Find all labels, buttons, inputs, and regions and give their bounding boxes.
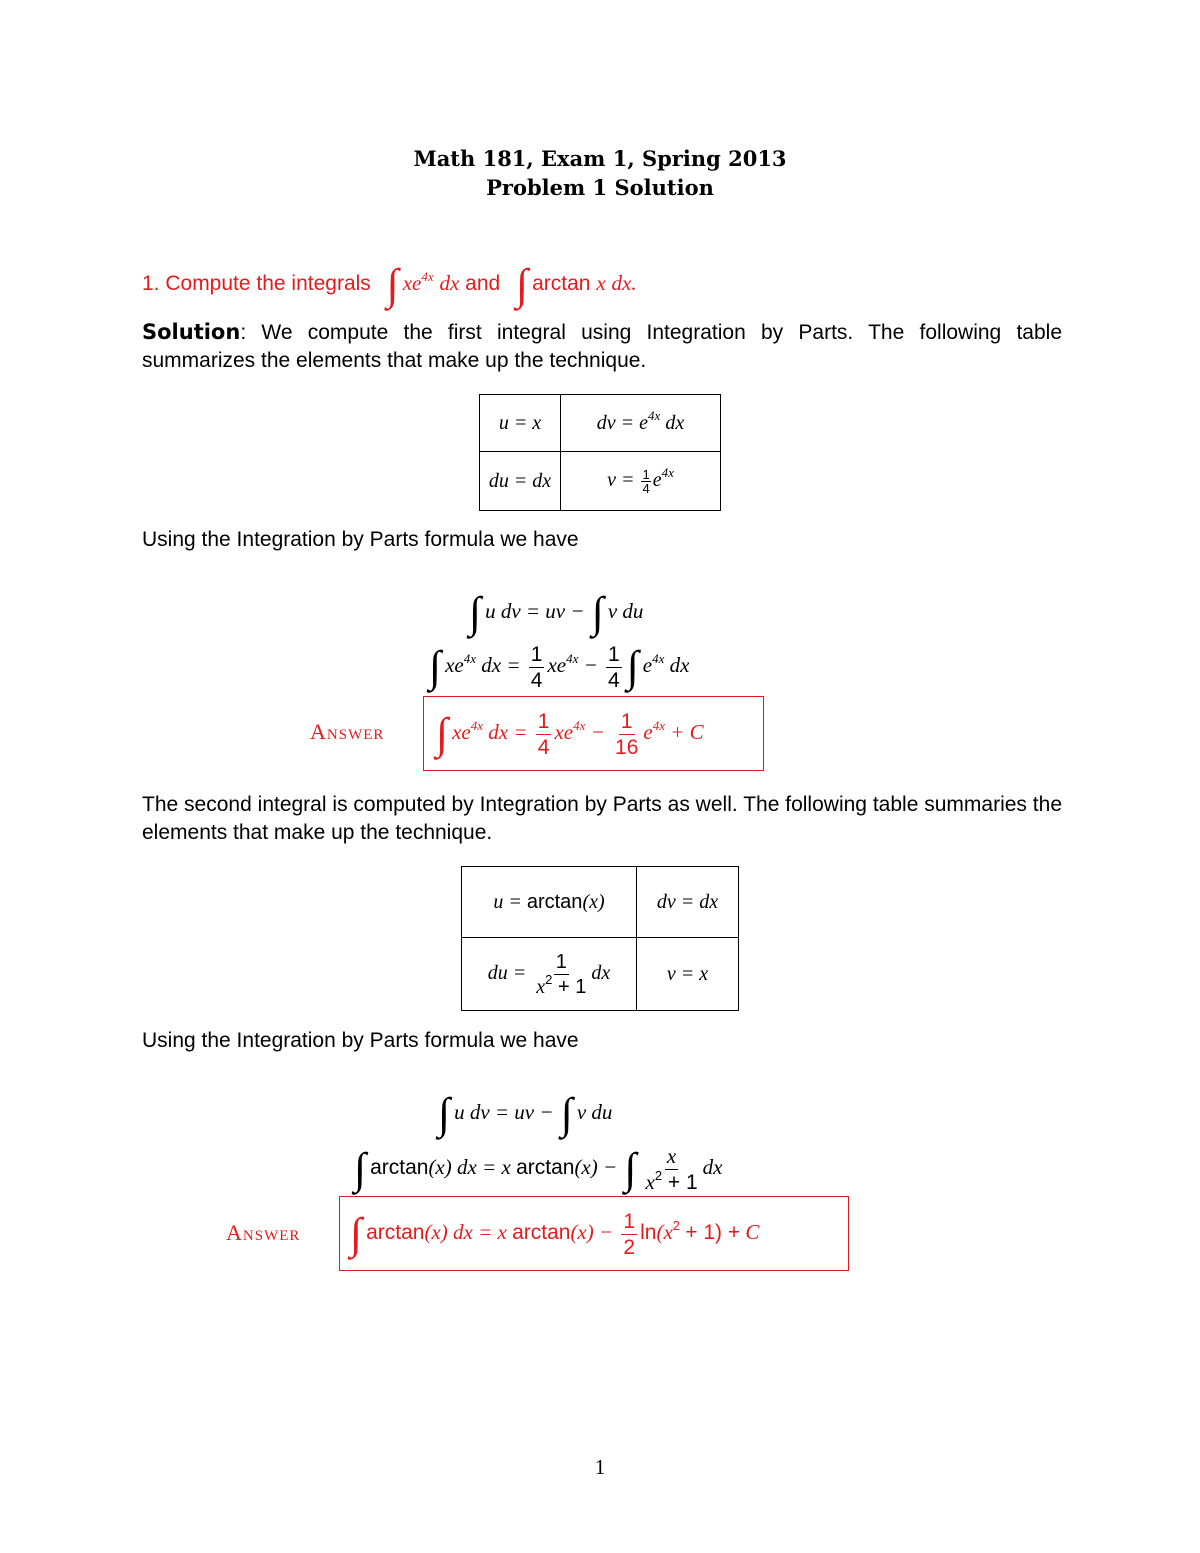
table2-v: v = x [637, 938, 739, 1011]
parts-step-1: ∫ $xe^{4x}$ dx = $\frac{1}{4}$ $xe^{4x}$ − $\frac{1}{4}$ ∫ $e^{4x}$ dx [429, 642, 690, 692]
table2-du: du = $\frac{1}{x^2 + 1}$ dx [462, 938, 637, 1011]
table1-du: du = dx [480, 452, 561, 511]
solution-paragraph-2: The second integral is computed by Integration by Parts as well. The following table summaries the elements that make up the technique. [142, 793, 1062, 844]
table1-u: u = x [480, 395, 561, 452]
table2-u: u = arctan(x) [462, 867, 637, 938]
answer-label-1: Answer [310, 719, 385, 744]
problem-integral-2: arctan [532, 272, 591, 295]
solution-paragraph: Solution: We compute the first integral using Integration by Parts. The following table summarizes the elements that make up the technique. [142, 320, 1062, 372]
answer-box-1 [423, 696, 764, 771]
answer-1: ∫ $xe^{4x}$ dx = $\frac{1}{4}$ $xe^{4x}$ − $\frac{1}{16}$ $e^{4x} + C$ [436, 709, 704, 759]
table1-dv: dv = $e^{4x}$ dx [561, 395, 721, 452]
problem-integral-1: xe [402, 271, 422, 295]
answer-box-2 [339, 1196, 849, 1271]
solution-label: Solution [142, 320, 241, 344]
formula-intro-2: Using the Integration by Parts formula we have [142, 1029, 579, 1052]
problem-and: and [465, 272, 501, 295]
problem-lead: 1. Compute the integrals [142, 272, 371, 295]
page-number: 1 [594, 1455, 606, 1479]
answer-2: ∫ arctan(x) dx = x arctan(x) − $\frac{1}{2}$ $\ln(x^2 + 1) + C$ [350, 1209, 760, 1259]
parts-table-1 [479, 394, 721, 511]
table2-dv: dv = dx [637, 867, 739, 938]
parts-formula-2: ∫ u dv = uv − ∫ v du [438, 1089, 613, 1138]
header-title: Math 181, Exam 1, Spring 2013 [413, 146, 787, 171]
formula-intro-1: Using the Integration by Parts formula we have [142, 528, 579, 551]
parts-step-2: ∫ arctan(x) dx = x arctan(x) − ∫ $\frac{x}{x^2 + 1}$ dx [354, 1143, 723, 1194]
parts-table-2 [461, 866, 739, 1011]
table1-v: v = $\frac{1}{4}$ $e^{4x}$ [561, 452, 721, 511]
answer-label-2: Answer [226, 1220, 301, 1245]
problem-statement: 1. Compute the integrals ∫ $xe^{4x}$ dx and ∫ arctan x dx. [142, 260, 637, 309]
parts-formula-1: ∫ u dv = uv − ∫ v du [469, 588, 644, 637]
header-subtitle: Problem 1 Solution [486, 175, 714, 200]
